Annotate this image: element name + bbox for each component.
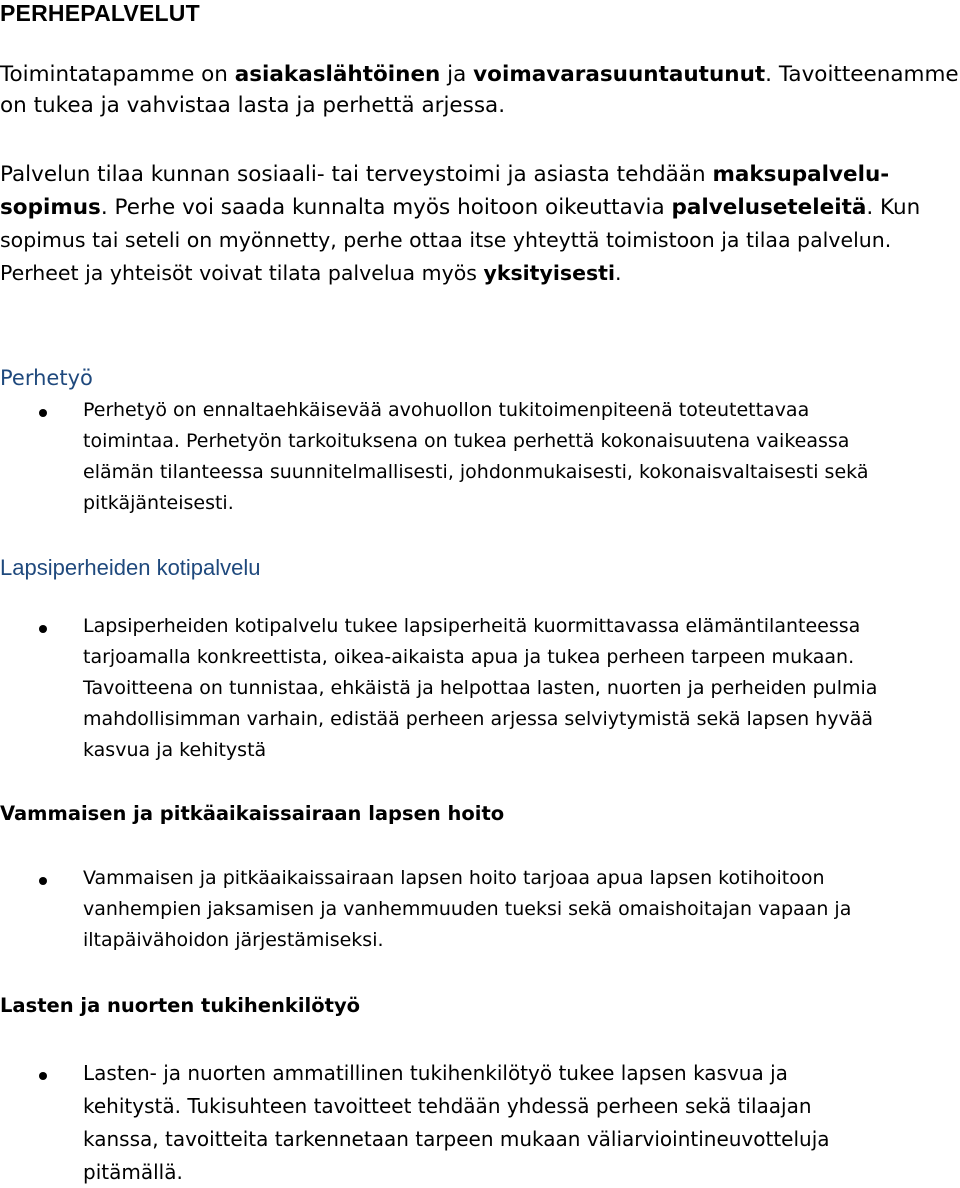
intro-text: Toimintatapamme on: [0, 62, 235, 87]
tukihenkilo-line-3: kanssa, tavoitteita tarkennetaan tarpeen mukaan väliarviointineuvotteluja: [83, 1127, 830, 1151]
order-text: . Kun: [866, 195, 921, 220]
tukihenkilo-line-1: Lasten- ja nuorten ammatillinen tukihenkilötyö tukee lapsen kasvua ja: [83, 1061, 788, 1085]
vammaisen-line-3: iltapäivähoidon järjestämiseksi.: [83, 929, 384, 951]
order-bold-term: maksupalvelu-: [712, 162, 890, 187]
order-line-1: [0, 162, 889, 187]
kotipalvelu-line-2: tarjoamalla konkreettista, oikea-aikaista apua ja tukea perheen tarpeen mukaan.: [83, 646, 855, 668]
section-heading-kotipalvelu: Lapsiperheiden kotipalvelu: [0, 555, 261, 580]
perhetyo-line-4: pitkäjänteisesti.: [83, 492, 234, 514]
intro-line-2: on tukea ja vahvistaa lasta ja perhettä arjessa.: [0, 93, 506, 118]
kotipalvelu-line-3: Tavoitteena on tunnistaa, ehkäistä ja helpottaa lasten, nuorten ja perheiden pulmia: [83, 677, 878, 699]
perhetyo-line-1: Perhetyö on ennaltaehkäisevää avohuollon tukitoimenpiteenä toteutettavaa: [83, 399, 810, 421]
kotipalvelu-line-4: mahdollisimman varhain, edistää perheen arjessa selviytymistä sekä lapsen hyvää: [83, 708, 873, 730]
intro-text: ja: [440, 62, 474, 87]
bullet-icon: [39, 1072, 47, 1080]
kotipalvelu-line-5: kasvua ja kehitystä: [83, 739, 267, 761]
tukihenkilo-line-4: pitämällä.: [83, 1160, 183, 1184]
order-line-2: [0, 195, 920, 220]
order-bold-term: yksityisesti: [483, 261, 616, 285]
bullet-icon: [39, 877, 47, 885]
perhetyo-line-2: toimintaa. Perhetyön tarkoituksena on tukea perhettä kokonaisuutena vaikeassa: [83, 430, 850, 452]
section-heading-perhetyo: Perhetyö: [0, 366, 93, 390]
order-text: . Perhe voi saada kunnalta myös hoitoon oikeuttavia: [100, 195, 672, 220]
intro-line-1: [0, 62, 959, 87]
order-text: Palvelun tilaa kunnan sosiaali- tai terveystoimi ja asiasta tehdään: [0, 162, 713, 187]
intro-text: . Tavoitteenamme: [765, 62, 959, 87]
section-heading-tukihenkilo: Lasten ja nuorten tukihenkilötyö: [0, 994, 361, 1017]
vammaisen-line-1: Vammaisen ja pitkäaikaissairaan lapsen hoito tarjoaa apua lapsen kotihoitoon: [83, 867, 825, 889]
kotipalvelu-line-1: Lapsiperheiden kotipalvelu tukee lapsiperheitä kuormittavassa elämäntilanteessa: [83, 615, 861, 637]
order-bold-term: palveluseteleitä: [671, 195, 867, 220]
bullet-icon: [39, 625, 47, 633]
intro-bold-term: voimavarasuuntautunut: [473, 62, 766, 87]
order-line-4: [0, 261, 622, 285]
tukihenkilo-line-2: kehitystä. Tukisuhteen tavoitteet tehdään yhdessä perheen sekä tilaajan: [83, 1094, 812, 1118]
order-line-3: sopimus tai seteli on myönnetty, perhe ottaa itse yhteyttä toimistoon ja tilaa palvelun.: [0, 228, 892, 252]
perhetyo-line-3: elämän tilanteessa suunnitelmallisesti, johdonmukaisesti, kokonaisvaltaisesti sekä: [83, 461, 869, 483]
intro-bold-term: asiakaslähtöinen: [234, 62, 441, 87]
order-text: .: [615, 261, 622, 285]
order-bold-term: sopimus: [0, 195, 101, 220]
page-title: PERHEPALVELUT: [0, 0, 200, 26]
order-text: Perheet ja yhteisöt voivat tilata palvelua myös: [0, 261, 484, 285]
vammaisen-line-2: vanhempien jaksamisen ja vanhemmuuden tueksi sekä omaishoitajan vapaan ja: [83, 898, 852, 920]
section-heading-vammaisen: Vammaisen ja pitkäaikaissairaan lapsen hoito: [0, 802, 505, 825]
bullet-icon: [39, 409, 47, 417]
